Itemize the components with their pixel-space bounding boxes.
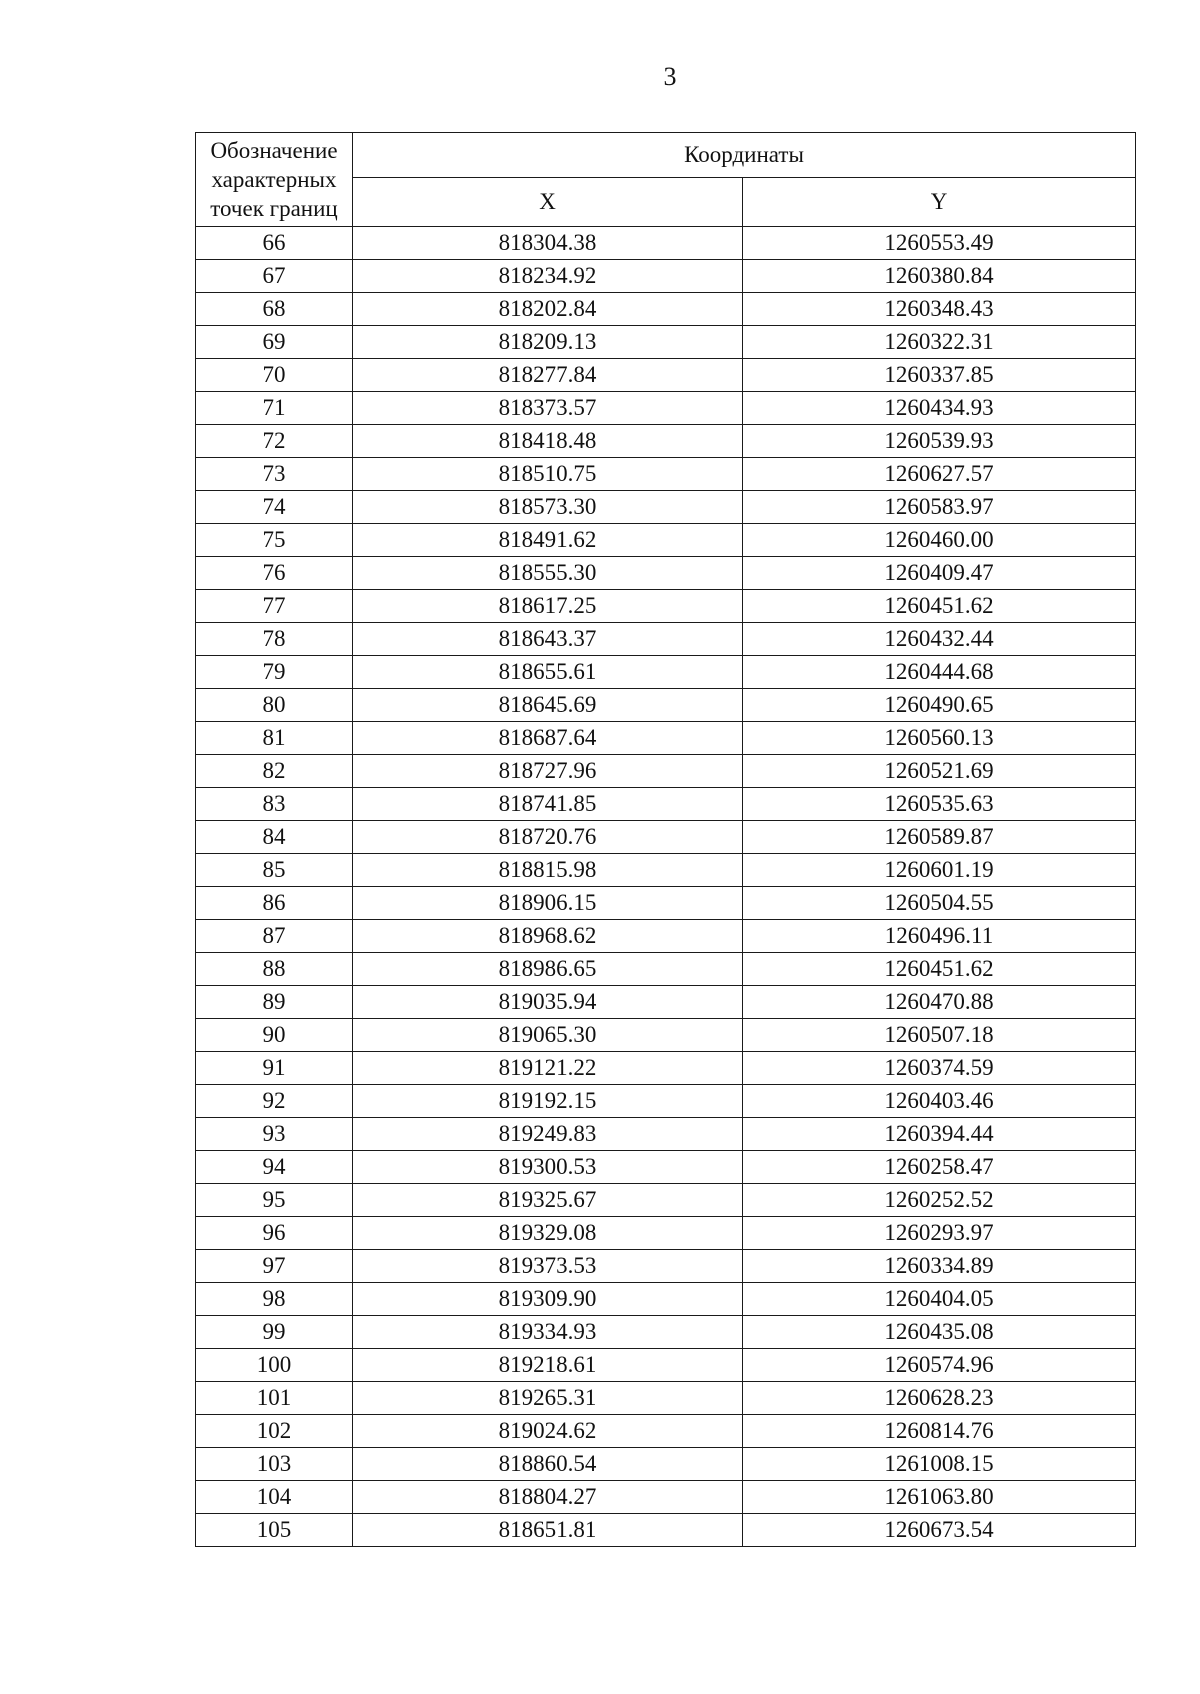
table-row bbox=[196, 722, 1136, 755]
point-cell: 72 bbox=[196, 425, 353, 458]
x-coordinate-cell: 818304.38 bbox=[353, 227, 743, 260]
table-row bbox=[196, 1019, 1136, 1052]
y-coordinate-cell: 1260504.55 bbox=[743, 887, 1136, 920]
point-cell: 101 bbox=[196, 1382, 353, 1415]
y-coordinate-cell: 1260496.11 bbox=[743, 920, 1136, 953]
point-cell: 69 bbox=[196, 326, 353, 359]
x-coordinate-cell: 818510.75 bbox=[353, 458, 743, 491]
table-row bbox=[196, 557, 1136, 590]
table-row bbox=[196, 326, 1136, 359]
y-coordinate-cell: 1260814.76 bbox=[743, 1415, 1136, 1448]
x-coordinate-cell: 818643.37 bbox=[353, 623, 743, 656]
x-coordinate-cell: 818741.85 bbox=[353, 788, 743, 821]
x-coordinate-cell: 818277.84 bbox=[353, 359, 743, 392]
y-coordinate-cell: 1260521.69 bbox=[743, 755, 1136, 788]
table-row bbox=[196, 1217, 1136, 1250]
x-coordinate-cell: 818645.69 bbox=[353, 689, 743, 722]
table-row bbox=[196, 986, 1136, 1019]
header-point-designation: Обозначение характерных точек границ bbox=[196, 133, 353, 227]
point-cell: 82 bbox=[196, 755, 353, 788]
x-coordinate-cell: 818373.57 bbox=[353, 392, 743, 425]
y-coordinate-cell: 1260535.63 bbox=[743, 788, 1136, 821]
y-coordinate-cell: 1260403.46 bbox=[743, 1085, 1136, 1118]
x-coordinate-cell: 819218.61 bbox=[353, 1349, 743, 1382]
point-cell: 103 bbox=[196, 1448, 353, 1481]
point-cell: 92 bbox=[196, 1085, 353, 1118]
x-coordinate-cell: 818986.65 bbox=[353, 953, 743, 986]
x-coordinate-cell: 818727.96 bbox=[353, 755, 743, 788]
table-row bbox=[196, 755, 1136, 788]
point-cell: 97 bbox=[196, 1250, 353, 1283]
y-coordinate-cell: 1260394.44 bbox=[743, 1118, 1136, 1151]
point-cell: 85 bbox=[196, 854, 353, 887]
x-coordinate-cell: 819035.94 bbox=[353, 986, 743, 1019]
table-row bbox=[196, 1118, 1136, 1151]
table-row bbox=[196, 1283, 1136, 1316]
y-coordinate-cell: 1260627.57 bbox=[743, 458, 1136, 491]
y-coordinate-cell: 1260553.49 bbox=[743, 227, 1136, 260]
y-coordinate-cell: 1260451.62 bbox=[743, 953, 1136, 986]
x-coordinate-cell: 818804.27 bbox=[353, 1481, 743, 1514]
point-cell: 98 bbox=[196, 1283, 353, 1316]
table-row bbox=[196, 1481, 1136, 1514]
table-row bbox=[196, 623, 1136, 656]
table-row bbox=[196, 293, 1136, 326]
coordinates-table bbox=[195, 132, 1136, 1547]
x-coordinate-cell: 818617.25 bbox=[353, 590, 743, 623]
point-cell: 104 bbox=[196, 1481, 353, 1514]
x-coordinate-cell: 819121.22 bbox=[353, 1052, 743, 1085]
x-coordinate-cell: 818491.62 bbox=[353, 524, 743, 557]
x-coordinate-cell: 818655.61 bbox=[353, 656, 743, 689]
y-coordinate-cell: 1260574.96 bbox=[743, 1349, 1136, 1382]
x-coordinate-cell: 818555.30 bbox=[353, 557, 743, 590]
y-coordinate-cell: 1260490.65 bbox=[743, 689, 1136, 722]
table-row bbox=[196, 590, 1136, 623]
y-coordinate-cell: 1260258.47 bbox=[743, 1151, 1136, 1184]
x-coordinate-cell: 818202.84 bbox=[353, 293, 743, 326]
table-row bbox=[196, 227, 1136, 260]
table-row bbox=[196, 359, 1136, 392]
x-coordinate-cell: 819024.62 bbox=[353, 1415, 743, 1448]
header-y: Y bbox=[743, 178, 1136, 227]
x-coordinate-cell: 819325.67 bbox=[353, 1184, 743, 1217]
table-body bbox=[196, 227, 1136, 1547]
x-coordinate-cell: 818815.98 bbox=[353, 854, 743, 887]
x-coordinate-cell: 818573.30 bbox=[353, 491, 743, 524]
x-coordinate-cell: 819065.30 bbox=[353, 1019, 743, 1052]
point-cell: 91 bbox=[196, 1052, 353, 1085]
y-coordinate-cell: 1260507.18 bbox=[743, 1019, 1136, 1052]
y-coordinate-cell: 1260628.23 bbox=[743, 1382, 1136, 1415]
point-cell: 99 bbox=[196, 1316, 353, 1349]
x-coordinate-cell: 818418.48 bbox=[353, 425, 743, 458]
point-cell: 71 bbox=[196, 392, 353, 425]
y-coordinate-cell: 1260348.43 bbox=[743, 293, 1136, 326]
table-row bbox=[196, 854, 1136, 887]
y-coordinate-cell: 1261008.15 bbox=[743, 1448, 1136, 1481]
x-coordinate-cell: 819300.53 bbox=[353, 1151, 743, 1184]
y-coordinate-cell: 1260444.68 bbox=[743, 656, 1136, 689]
point-cell: 89 bbox=[196, 986, 353, 1019]
y-coordinate-cell: 1260432.44 bbox=[743, 623, 1136, 656]
x-coordinate-cell: 818234.92 bbox=[353, 260, 743, 293]
table-row bbox=[196, 689, 1136, 722]
point-cell: 88 bbox=[196, 953, 353, 986]
header-x: X bbox=[353, 178, 743, 227]
table-row bbox=[196, 656, 1136, 689]
y-coordinate-cell: 1260673.54 bbox=[743, 1514, 1136, 1547]
x-coordinate-cell: 819265.31 bbox=[353, 1382, 743, 1415]
point-cell: 75 bbox=[196, 524, 353, 557]
point-cell: 93 bbox=[196, 1118, 353, 1151]
x-coordinate-cell: 819249.83 bbox=[353, 1118, 743, 1151]
table-row bbox=[196, 1382, 1136, 1415]
table-row bbox=[196, 524, 1136, 557]
point-cell: 105 bbox=[196, 1514, 353, 1547]
point-cell: 81 bbox=[196, 722, 353, 755]
y-coordinate-cell: 1260601.19 bbox=[743, 854, 1136, 887]
point-cell: 79 bbox=[196, 656, 353, 689]
y-coordinate-cell: 1260334.89 bbox=[743, 1250, 1136, 1283]
y-coordinate-cell: 1260435.08 bbox=[743, 1316, 1136, 1349]
point-cell: 66 bbox=[196, 227, 353, 260]
y-coordinate-cell: 1260404.05 bbox=[743, 1283, 1136, 1316]
point-cell: 90 bbox=[196, 1019, 353, 1052]
point-cell: 100 bbox=[196, 1349, 353, 1382]
y-coordinate-cell: 1260434.93 bbox=[743, 392, 1136, 425]
point-cell: 78 bbox=[196, 623, 353, 656]
point-cell: 84 bbox=[196, 821, 353, 854]
y-coordinate-cell: 1260252.52 bbox=[743, 1184, 1136, 1217]
point-cell: 68 bbox=[196, 293, 353, 326]
y-coordinate-cell: 1260451.62 bbox=[743, 590, 1136, 623]
y-coordinate-cell: 1260560.13 bbox=[743, 722, 1136, 755]
table-row bbox=[196, 953, 1136, 986]
x-coordinate-cell: 819329.08 bbox=[353, 1217, 743, 1250]
y-coordinate-cell: 1260460.00 bbox=[743, 524, 1136, 557]
table-row bbox=[196, 1415, 1136, 1448]
table-row bbox=[196, 1085, 1136, 1118]
table-row bbox=[196, 1052, 1136, 1085]
point-cell: 77 bbox=[196, 590, 353, 623]
y-coordinate-cell: 1260470.88 bbox=[743, 986, 1136, 1019]
table-row bbox=[196, 821, 1136, 854]
point-cell: 73 bbox=[196, 458, 353, 491]
point-cell: 96 bbox=[196, 1217, 353, 1250]
point-cell: 86 bbox=[196, 887, 353, 920]
y-coordinate-cell: 1260583.97 bbox=[743, 491, 1136, 524]
table-row bbox=[196, 260, 1136, 293]
x-coordinate-cell: 819192.15 bbox=[353, 1085, 743, 1118]
x-coordinate-cell: 819309.90 bbox=[353, 1283, 743, 1316]
point-cell: 87 bbox=[196, 920, 353, 953]
table-row bbox=[196, 788, 1136, 821]
page-number: 3 bbox=[663, 62, 677, 91]
x-coordinate-cell: 819334.93 bbox=[353, 1316, 743, 1349]
point-cell: 102 bbox=[196, 1415, 353, 1448]
y-coordinate-cell: 1260374.59 bbox=[743, 1052, 1136, 1085]
x-coordinate-cell: 819373.53 bbox=[353, 1250, 743, 1283]
table-row bbox=[196, 458, 1136, 491]
y-coordinate-cell: 1260589.87 bbox=[743, 821, 1136, 854]
point-cell: 70 bbox=[196, 359, 353, 392]
y-coordinate-cell: 1260539.93 bbox=[743, 425, 1136, 458]
x-coordinate-cell: 818860.54 bbox=[353, 1448, 743, 1481]
table-row bbox=[196, 1250, 1136, 1283]
table-row bbox=[196, 1316, 1136, 1349]
table-row bbox=[196, 887, 1136, 920]
table-row bbox=[196, 425, 1136, 458]
table-row bbox=[196, 392, 1136, 425]
table-row bbox=[196, 1151, 1136, 1184]
table-row bbox=[196, 491, 1136, 524]
x-coordinate-cell: 818209.13 bbox=[353, 326, 743, 359]
y-coordinate-cell: 1260337.85 bbox=[743, 359, 1136, 392]
x-coordinate-cell: 818720.76 bbox=[353, 821, 743, 854]
point-cell: 76 bbox=[196, 557, 353, 590]
point-cell: 67 bbox=[196, 260, 353, 293]
table-row bbox=[196, 1514, 1136, 1547]
table-row bbox=[196, 1448, 1136, 1481]
table-row bbox=[196, 920, 1136, 953]
y-coordinate-cell: 1260380.84 bbox=[743, 260, 1136, 293]
y-coordinate-cell: 1260409.47 bbox=[743, 557, 1136, 590]
point-cell: 95 bbox=[196, 1184, 353, 1217]
x-coordinate-cell: 818687.64 bbox=[353, 722, 743, 755]
point-cell: 80 bbox=[196, 689, 353, 722]
point-cell: 83 bbox=[196, 788, 353, 821]
point-cell: 74 bbox=[196, 491, 353, 524]
y-coordinate-cell: 1260293.97 bbox=[743, 1217, 1136, 1250]
table-header bbox=[196, 133, 1136, 227]
table-row bbox=[196, 1349, 1136, 1382]
point-cell: 94 bbox=[196, 1151, 353, 1184]
table-row bbox=[196, 1184, 1136, 1217]
x-coordinate-cell: 818906.15 bbox=[353, 887, 743, 920]
y-coordinate-cell: 1261063.80 bbox=[743, 1481, 1136, 1514]
x-coordinate-cell: 818651.81 bbox=[353, 1514, 743, 1547]
header-coordinates: Координаты bbox=[353, 133, 1136, 178]
x-coordinate-cell: 818968.62 bbox=[353, 920, 743, 953]
y-coordinate-cell: 1260322.31 bbox=[743, 326, 1136, 359]
